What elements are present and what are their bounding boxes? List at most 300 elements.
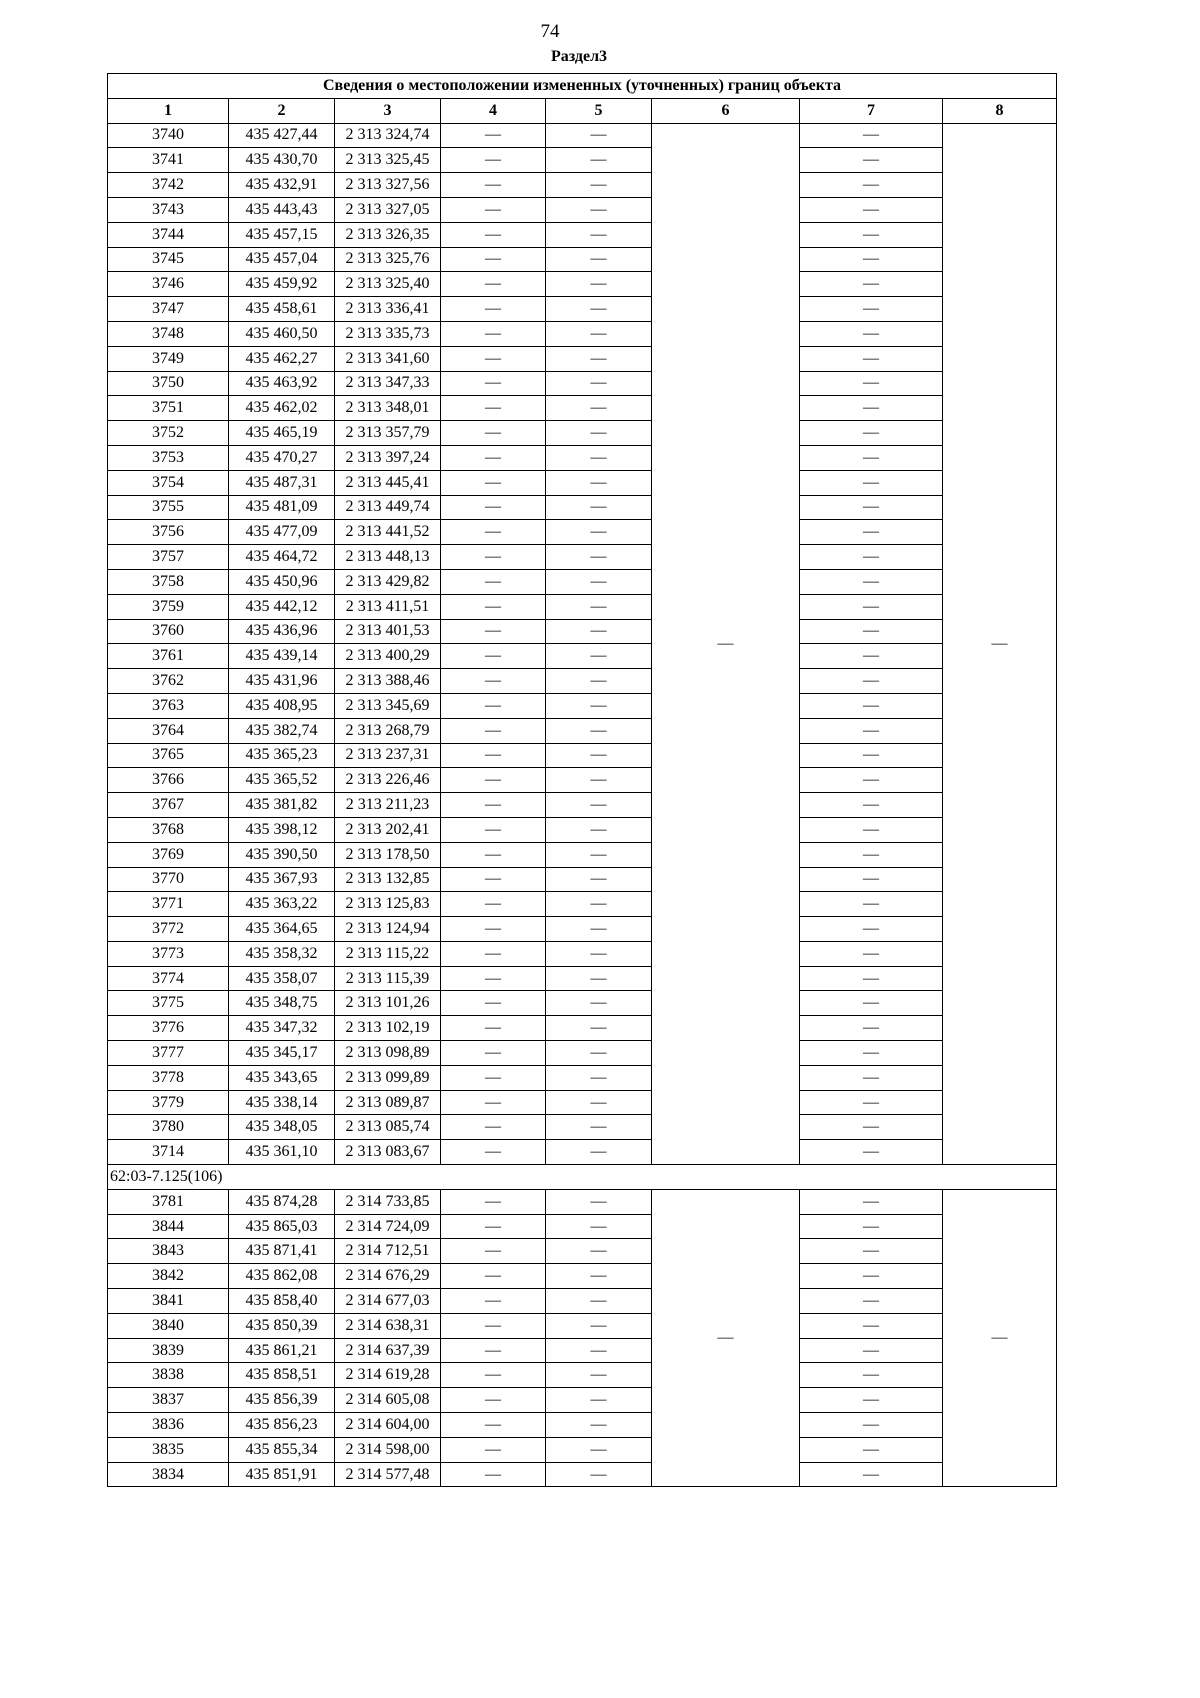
x-coordinate-cell: 435 470,27 (229, 445, 335, 470)
point-number-cell: 3762 (108, 669, 229, 694)
x-coordinate-cell: 435 851,91 (229, 1462, 335, 1487)
x-coordinate-cell: 435 367,93 (229, 867, 335, 892)
point-number-cell: 3758 (108, 569, 229, 594)
col4-dash-cell: — (441, 1041, 546, 1066)
col4-dash-cell: — (441, 669, 546, 694)
col7-dash-cell: — (800, 1041, 943, 1066)
col4-dash-cell: — (441, 941, 546, 966)
col5-dash-cell: — (546, 1090, 652, 1115)
table-row (108, 917, 1057, 942)
col4-dash-cell: — (441, 123, 546, 148)
x-coordinate-cell: 435 464,72 (229, 545, 335, 570)
col7-dash-cell: — (800, 991, 943, 1016)
point-number-cell: 3749 (108, 346, 229, 371)
col5-dash-cell: — (546, 1214, 652, 1239)
col7-dash-cell: — (800, 619, 943, 644)
x-coordinate-cell: 435 439,14 (229, 644, 335, 669)
col4-dash-cell: — (441, 1388, 546, 1413)
col5-dash-cell: — (546, 1413, 652, 1438)
col7-dash-cell: — (800, 1289, 943, 1314)
x-coordinate-cell: 435 457,04 (229, 247, 335, 272)
col8-merged-dash-cell: — (943, 1189, 1057, 1487)
point-number-cell: 3763 (108, 693, 229, 718)
point-number-cell: 3714 (108, 1140, 229, 1165)
y-coordinate-cell: 2 313 388,46 (335, 669, 441, 694)
table-row (108, 619, 1057, 644)
table-row (108, 272, 1057, 297)
point-number-cell: 3837 (108, 1388, 229, 1413)
x-coordinate-cell: 435 348,75 (229, 991, 335, 1016)
col7-dash-cell: — (800, 148, 943, 173)
col4-dash-cell: — (441, 1462, 546, 1487)
col7-dash-cell: — (800, 173, 943, 198)
col5-dash-cell: — (546, 1313, 652, 1338)
y-coordinate-cell: 2 313 268,79 (335, 718, 441, 743)
y-coordinate-cell: 2 313 326,35 (335, 222, 441, 247)
col5-dash-cell: — (546, 371, 652, 396)
col4-dash-cell: — (441, 1090, 546, 1115)
col7-dash-cell: — (800, 421, 943, 446)
col5-dash-cell: — (546, 1189, 652, 1214)
table-row (108, 1214, 1057, 1239)
col7-dash-cell: — (800, 917, 943, 942)
col4-dash-cell: — (441, 545, 546, 570)
col5-dash-cell: — (546, 1462, 652, 1487)
col5-dash-cell: — (546, 197, 652, 222)
col7-dash-cell: — (800, 718, 943, 743)
table-row (108, 1189, 1057, 1214)
x-coordinate-cell: 435 365,23 (229, 743, 335, 768)
table-row (108, 941, 1057, 966)
table-row (108, 867, 1057, 892)
point-number-cell: 3834 (108, 1462, 229, 1487)
table-row (108, 1264, 1057, 1289)
col5-dash-cell: — (546, 793, 652, 818)
col7-dash-cell: — (800, 892, 943, 917)
point-number-cell: 3764 (108, 718, 229, 743)
table-row (108, 991, 1057, 1016)
table-row (108, 817, 1057, 842)
table-row (108, 346, 1057, 371)
y-coordinate-cell: 2 313 445,41 (335, 470, 441, 495)
col4-dash-cell: — (441, 1313, 546, 1338)
x-coordinate-cell: 435 487,31 (229, 470, 335, 495)
col7-dash-cell: — (800, 1363, 943, 1388)
x-coordinate-cell: 435 442,12 (229, 594, 335, 619)
y-coordinate-cell: 2 313 211,23 (335, 793, 441, 818)
column-header: 6 (652, 98, 800, 123)
table-row (108, 470, 1057, 495)
point-number-cell: 3760 (108, 619, 229, 644)
col4-dash-cell: — (441, 917, 546, 942)
section-title: Раздел3 (550, 48, 608, 65)
col5-dash-cell: — (546, 1065, 652, 1090)
y-coordinate-cell: 2 314 733,85 (335, 1189, 441, 1214)
x-coordinate-cell: 435 858,40 (229, 1289, 335, 1314)
col4-dash-cell: — (441, 1264, 546, 1289)
col4-dash-cell: — (441, 1214, 546, 1239)
col5-dash-cell: — (546, 1041, 652, 1066)
col7-dash-cell: — (800, 1388, 943, 1413)
y-coordinate-cell: 2 313 115,22 (335, 941, 441, 966)
table-row (108, 396, 1057, 421)
col7-dash-cell: — (800, 495, 943, 520)
col5-dash-cell: — (546, 619, 652, 644)
y-coordinate-cell: 2 313 429,82 (335, 569, 441, 594)
x-coordinate-cell: 435 343,65 (229, 1065, 335, 1090)
column-header: 8 (943, 98, 1057, 123)
table-row (108, 1090, 1057, 1115)
table-row (108, 1338, 1057, 1363)
point-number-cell: 3757 (108, 545, 229, 570)
y-coordinate-cell: 2 313 083,67 (335, 1140, 441, 1165)
x-coordinate-cell: 435 398,12 (229, 817, 335, 842)
col7-dash-cell: — (800, 644, 943, 669)
col5-dash-cell: — (546, 297, 652, 322)
col5-dash-cell: — (546, 520, 652, 545)
column-header-row (108, 98, 1057, 123)
x-coordinate-cell: 435 460,50 (229, 321, 335, 346)
y-coordinate-cell: 2 314 619,28 (335, 1363, 441, 1388)
x-coordinate-cell: 435 363,22 (229, 892, 335, 917)
col7-dash-cell: — (800, 693, 943, 718)
point-number-cell: 3744 (108, 222, 229, 247)
point-number-cell: 3768 (108, 817, 229, 842)
y-coordinate-cell: 2 314 577,48 (335, 1462, 441, 1487)
col4-dash-cell: — (441, 619, 546, 644)
y-coordinate-cell: 2 313 325,40 (335, 272, 441, 297)
column-header: 7 (800, 98, 943, 123)
x-coordinate-cell: 435 477,09 (229, 520, 335, 545)
col5-dash-cell: — (546, 1115, 652, 1140)
x-coordinate-cell: 435 465,19 (229, 421, 335, 446)
x-coordinate-cell: 435 874,28 (229, 1189, 335, 1214)
point-number-cell: 3741 (108, 148, 229, 173)
x-coordinate-cell: 435 408,95 (229, 693, 335, 718)
x-coordinate-cell: 435 361,10 (229, 1140, 335, 1165)
point-number-cell: 3836 (108, 1413, 229, 1438)
page-number: 74 (540, 21, 560, 42)
col5-dash-cell: — (546, 991, 652, 1016)
col4-dash-cell: — (441, 520, 546, 545)
col7-dash-cell: — (800, 247, 943, 272)
point-number-cell: 3745 (108, 247, 229, 272)
y-coordinate-cell: 2 313 441,52 (335, 520, 441, 545)
col5-dash-cell: — (546, 1338, 652, 1363)
col7-dash-cell: — (800, 1016, 943, 1041)
point-number-cell: 3842 (108, 1264, 229, 1289)
y-coordinate-cell: 2 313 325,76 (335, 247, 441, 272)
y-coordinate-cell: 2 313 085,74 (335, 1115, 441, 1140)
point-number-cell: 3841 (108, 1289, 229, 1314)
x-coordinate-cell: 435 481,09 (229, 495, 335, 520)
col5-dash-cell: — (546, 867, 652, 892)
col7-dash-cell: — (800, 321, 943, 346)
col4-dash-cell: — (441, 371, 546, 396)
x-coordinate-cell: 435 382,74 (229, 718, 335, 743)
table-row (108, 966, 1057, 991)
y-coordinate-cell: 2 313 357,79 (335, 421, 441, 446)
col7-dash-cell: — (800, 297, 943, 322)
col7-dash-cell: — (800, 1214, 943, 1239)
table-row (108, 793, 1057, 818)
y-coordinate-cell: 2 313 335,73 (335, 321, 441, 346)
col4-dash-cell: — (441, 892, 546, 917)
col4-dash-cell: — (441, 148, 546, 173)
col7-dash-cell: — (800, 346, 943, 371)
col5-dash-cell: — (546, 743, 652, 768)
col4-dash-cell: — (441, 1239, 546, 1264)
col5-dash-cell: — (546, 222, 652, 247)
col4-dash-cell: — (441, 1413, 546, 1438)
col4-dash-cell: — (441, 1338, 546, 1363)
y-coordinate-cell: 2 313 345,69 (335, 693, 441, 718)
coordinates-table (107, 73, 1057, 1487)
col7-dash-cell: — (800, 197, 943, 222)
y-coordinate-cell: 2 314 724,09 (335, 1214, 441, 1239)
col7-dash-cell: — (800, 1189, 943, 1214)
col5-dash-cell: — (546, 817, 652, 842)
point-number-cell: 3746 (108, 272, 229, 297)
col4-dash-cell: — (441, 1437, 546, 1462)
x-coordinate-cell: 435 390,50 (229, 842, 335, 867)
col5-dash-cell: — (546, 445, 652, 470)
y-coordinate-cell: 2 314 637,39 (335, 1338, 441, 1363)
table-row (108, 222, 1057, 247)
col5-dash-cell: — (546, 123, 652, 148)
y-coordinate-cell: 2 313 237,31 (335, 743, 441, 768)
x-coordinate-cell: 435 432,91 (229, 173, 335, 198)
col4-dash-cell: — (441, 470, 546, 495)
col7-dash-cell: — (800, 1313, 943, 1338)
group-label-row (108, 1165, 1057, 1190)
col5-dash-cell: — (546, 421, 652, 446)
point-number-cell: 3748 (108, 321, 229, 346)
col4-dash-cell: — (441, 842, 546, 867)
y-coordinate-cell: 2 313 336,41 (335, 297, 441, 322)
col5-dash-cell: — (546, 173, 652, 198)
col7-dash-cell: — (800, 470, 943, 495)
y-coordinate-cell: 2 313 348,01 (335, 396, 441, 421)
col4-dash-cell: — (441, 1189, 546, 1214)
col4-dash-cell: — (441, 297, 546, 322)
col4-dash-cell: — (441, 247, 546, 272)
y-coordinate-cell: 2 313 202,41 (335, 817, 441, 842)
col4-dash-cell: — (441, 272, 546, 297)
col4-dash-cell: — (441, 396, 546, 421)
col5-dash-cell: — (546, 917, 652, 942)
x-coordinate-cell: 435 347,32 (229, 1016, 335, 1041)
point-number-cell: 3765 (108, 743, 229, 768)
table-row (108, 1041, 1057, 1066)
x-coordinate-cell: 435 856,23 (229, 1413, 335, 1438)
table-row (108, 569, 1057, 594)
point-number-cell: 3759 (108, 594, 229, 619)
col7-dash-cell: — (800, 371, 943, 396)
col4-dash-cell: — (441, 817, 546, 842)
point-number-cell: 3754 (108, 470, 229, 495)
point-number-cell: 3772 (108, 917, 229, 942)
col7-dash-cell: — (800, 941, 943, 966)
x-coordinate-cell: 435 348,05 (229, 1115, 335, 1140)
col5-dash-cell: — (546, 495, 652, 520)
y-coordinate-cell: 2 313 347,33 (335, 371, 441, 396)
y-coordinate-cell: 2 313 325,45 (335, 148, 441, 173)
point-number-cell: 3775 (108, 991, 229, 1016)
table-row (108, 1016, 1057, 1041)
col7-dash-cell: — (800, 1413, 943, 1438)
x-coordinate-cell: 435 858,51 (229, 1363, 335, 1388)
table-row (108, 1140, 1057, 1165)
point-number-cell: 3839 (108, 1338, 229, 1363)
col5-dash-cell: — (546, 272, 652, 297)
table-row (108, 693, 1057, 718)
x-coordinate-cell: 435 365,52 (229, 768, 335, 793)
y-coordinate-cell: 2 313 098,89 (335, 1041, 441, 1066)
col7-dash-cell: — (800, 1065, 943, 1090)
col5-dash-cell: — (546, 669, 652, 694)
column-header: 5 (546, 98, 652, 123)
point-number-cell: 3752 (108, 421, 229, 446)
point-number-cell: 3761 (108, 644, 229, 669)
y-coordinate-cell: 2 313 411,51 (335, 594, 441, 619)
x-coordinate-cell: 435 443,43 (229, 197, 335, 222)
point-number-cell: 3767 (108, 793, 229, 818)
table-row (108, 421, 1057, 446)
table-row (108, 173, 1057, 198)
y-coordinate-cell: 2 313 324,74 (335, 123, 441, 148)
x-coordinate-cell: 435 462,27 (229, 346, 335, 371)
table-row (108, 247, 1057, 272)
y-coordinate-cell: 2 314 677,03 (335, 1289, 441, 1314)
table-row (108, 718, 1057, 743)
col7-dash-cell: — (800, 1462, 943, 1487)
col4-dash-cell: — (441, 421, 546, 446)
col5-dash-cell: — (546, 545, 652, 570)
point-number-cell: 3766 (108, 768, 229, 793)
point-number-cell: 3750 (108, 371, 229, 396)
col4-dash-cell: — (441, 321, 546, 346)
col4-dash-cell: — (441, 495, 546, 520)
y-coordinate-cell: 2 313 327,56 (335, 173, 441, 198)
col5-dash-cell: — (546, 768, 652, 793)
col5-dash-cell: — (546, 1016, 652, 1041)
col7-dash-cell: — (800, 817, 943, 842)
col5-dash-cell: — (546, 247, 652, 272)
col4-dash-cell: — (441, 793, 546, 818)
col4-dash-cell: — (441, 1115, 546, 1140)
y-coordinate-cell: 2 313 089,87 (335, 1090, 441, 1115)
point-number-cell: 3743 (108, 197, 229, 222)
col4-dash-cell: — (441, 1140, 546, 1165)
point-number-cell: 3776 (108, 1016, 229, 1041)
x-coordinate-cell: 435 462,02 (229, 396, 335, 421)
point-number-cell: 3843 (108, 1239, 229, 1264)
col5-dash-cell: — (546, 1388, 652, 1413)
point-number-cell: 3771 (108, 892, 229, 917)
x-coordinate-cell: 435 457,15 (229, 222, 335, 247)
table-row (108, 371, 1057, 396)
table-row (108, 1462, 1057, 1487)
col7-dash-cell: — (800, 1140, 943, 1165)
y-coordinate-cell: 2 313 124,94 (335, 917, 441, 942)
point-number-cell: 3753 (108, 445, 229, 470)
col5-dash-cell: — (546, 1363, 652, 1388)
table-row (108, 1065, 1057, 1090)
x-coordinate-cell: 435 458,61 (229, 297, 335, 322)
col5-dash-cell: — (546, 594, 652, 619)
col4-dash-cell: — (441, 594, 546, 619)
col7-dash-cell: — (800, 569, 943, 594)
x-coordinate-cell: 435 450,96 (229, 569, 335, 594)
table-row (108, 1313, 1057, 1338)
point-number-cell: 3740 (108, 123, 229, 148)
point-number-cell: 3780 (108, 1115, 229, 1140)
point-number-cell: 3779 (108, 1090, 229, 1115)
y-coordinate-cell: 2 313 400,29 (335, 644, 441, 669)
y-coordinate-cell: 2 314 638,31 (335, 1313, 441, 1338)
col5-dash-cell: — (546, 470, 652, 495)
x-coordinate-cell: 435 865,03 (229, 1214, 335, 1239)
x-coordinate-cell: 435 436,96 (229, 619, 335, 644)
y-coordinate-cell: 2 313 102,19 (335, 1016, 441, 1041)
x-coordinate-cell: 435 861,21 (229, 1338, 335, 1363)
point-number-cell: 3781 (108, 1189, 229, 1214)
point-number-cell: 3777 (108, 1041, 229, 1066)
col5-dash-cell: — (546, 718, 652, 743)
col7-dash-cell: — (800, 396, 943, 421)
point-number-cell: 3755 (108, 495, 229, 520)
col7-dash-cell: — (800, 520, 943, 545)
table-row (108, 148, 1057, 173)
x-coordinate-cell: 435 850,39 (229, 1313, 335, 1338)
x-coordinate-cell: 435 855,34 (229, 1437, 335, 1462)
col5-dash-cell: — (546, 396, 652, 421)
x-coordinate-cell: 435 381,82 (229, 793, 335, 818)
point-number-cell: 3747 (108, 297, 229, 322)
col5-dash-cell: — (546, 693, 652, 718)
y-coordinate-cell: 2 314 712,51 (335, 1239, 441, 1264)
col5-dash-cell: — (546, 941, 652, 966)
y-coordinate-cell: 2 313 448,13 (335, 545, 441, 570)
table-row (108, 1115, 1057, 1140)
table-row (108, 321, 1057, 346)
col7-dash-cell: — (800, 743, 943, 768)
y-coordinate-cell: 2 313 226,46 (335, 768, 441, 793)
x-coordinate-cell: 435 463,92 (229, 371, 335, 396)
y-coordinate-cell: 2 313 327,05 (335, 197, 441, 222)
table-row (108, 1437, 1057, 1462)
table-row (108, 123, 1057, 148)
x-coordinate-cell: 435 871,41 (229, 1239, 335, 1264)
point-number-cell: 3773 (108, 941, 229, 966)
col4-dash-cell: — (441, 743, 546, 768)
x-coordinate-cell: 435 431,96 (229, 669, 335, 694)
y-coordinate-cell: 2 313 178,50 (335, 842, 441, 867)
col4-dash-cell: — (441, 991, 546, 1016)
col7-dash-cell: — (800, 1264, 943, 1289)
point-number-cell: 3835 (108, 1437, 229, 1462)
col7-dash-cell: — (800, 867, 943, 892)
col7-dash-cell: — (800, 842, 943, 867)
x-coordinate-cell: 435 358,32 (229, 941, 335, 966)
col5-dash-cell: — (546, 644, 652, 669)
parcel-segment-label: 62:03-7.125(106) (108, 1165, 1057, 1190)
point-number-cell: 3751 (108, 396, 229, 421)
col7-dash-cell: — (800, 793, 943, 818)
y-coordinate-cell: 2 313 099,89 (335, 1065, 441, 1090)
col4-dash-cell: — (441, 1289, 546, 1314)
